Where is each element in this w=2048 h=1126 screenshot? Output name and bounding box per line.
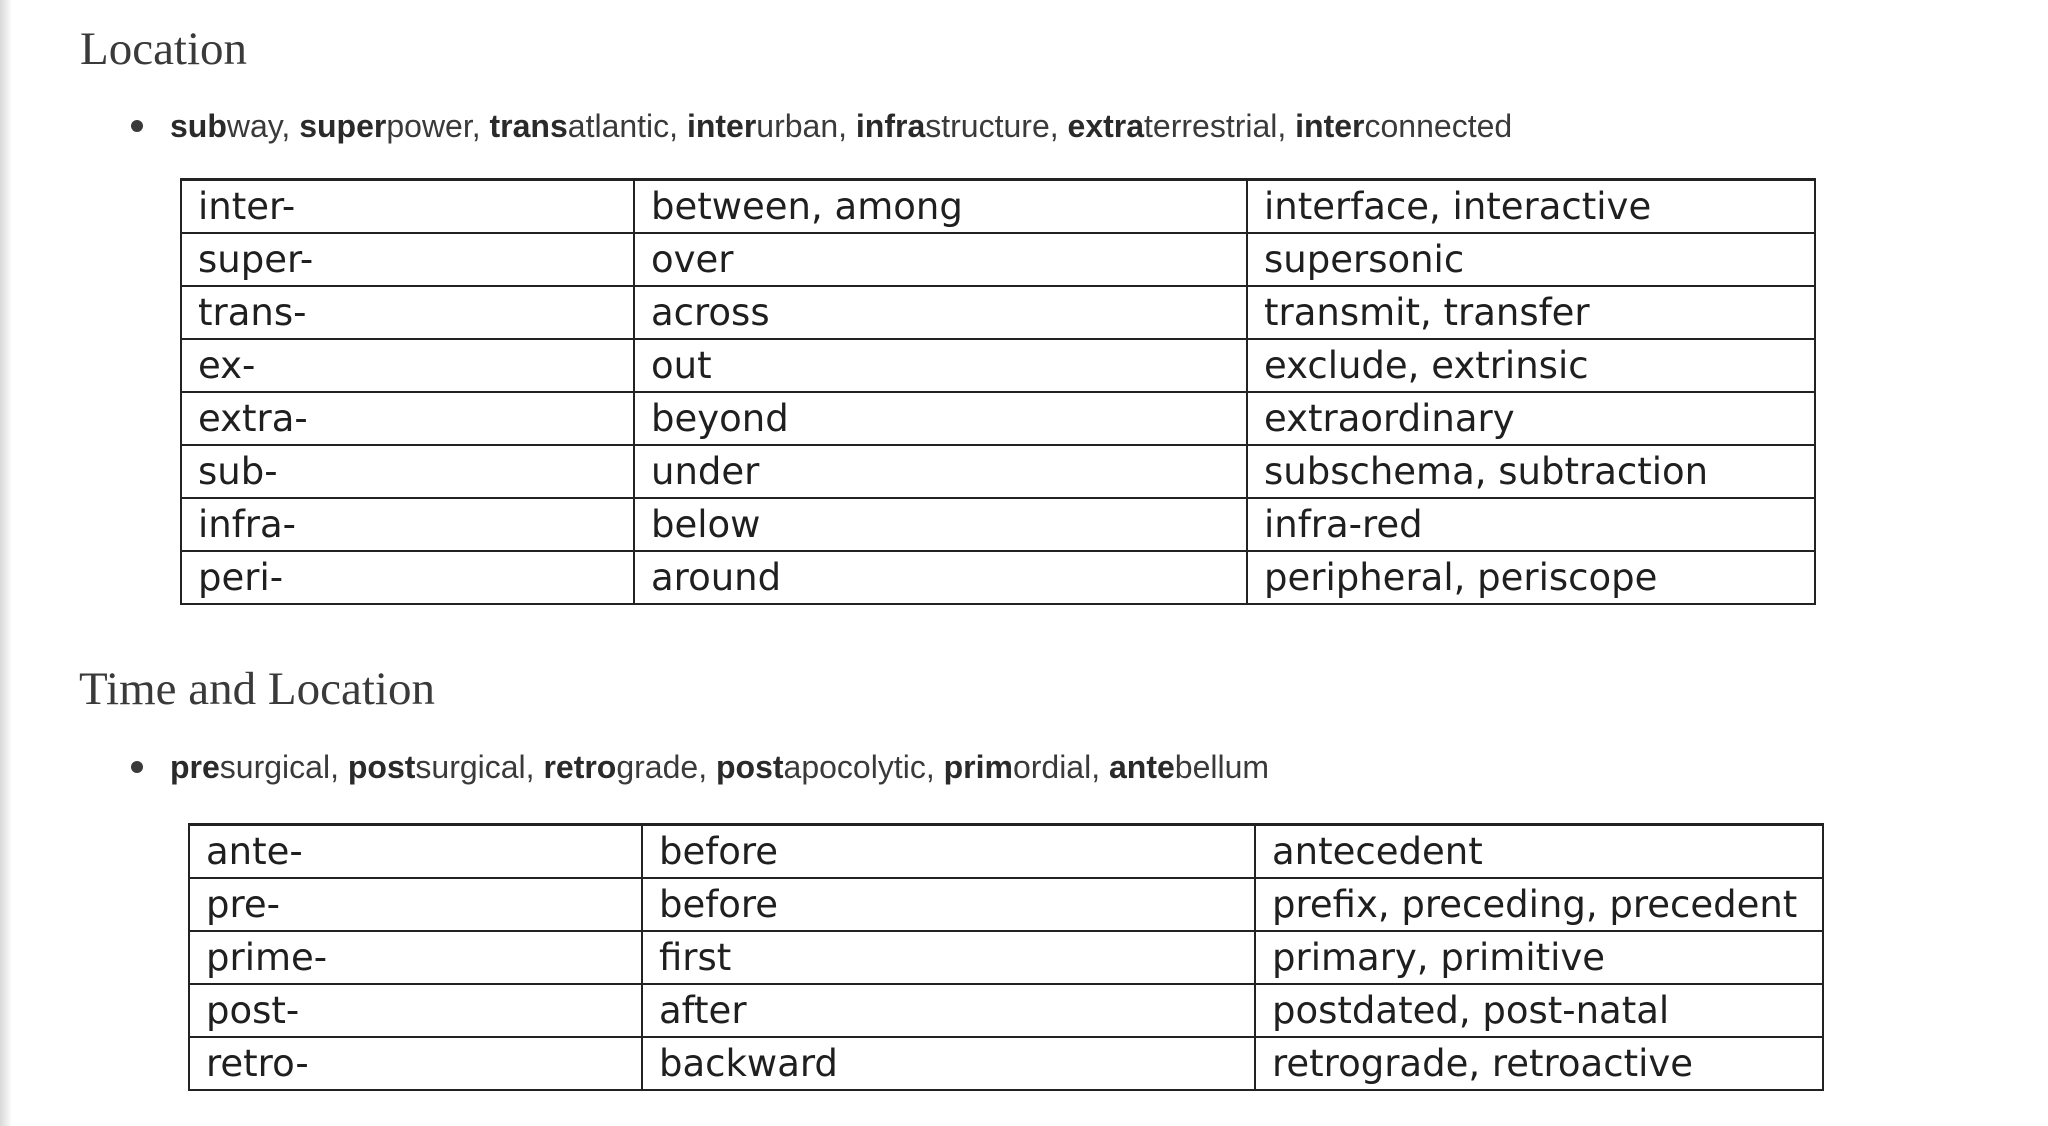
example-word [170,749,330,785]
table-cell-meaning: under [634,445,1247,498]
example-words-location [170,110,1512,142]
table-cell-prefix: inter- [181,180,634,234]
example-words-time-and-location [170,751,1269,783]
table-cell-examples: transmit, transfer [1247,286,1815,339]
table-row [181,180,1815,234]
table-row [181,392,1815,445]
example-word-prefix: retro [543,749,617,785]
table-cell-prefix: sub- [181,445,634,498]
example-word [687,108,838,144]
table-cell-meaning: before [642,878,1255,931]
table-cell-meaning: after [642,984,1255,1037]
example-word-prefix: pre [170,749,220,785]
example-word-prefix: extra [1067,108,1145,144]
example-word-rest: way [226,108,282,144]
example-separator: , [1049,108,1068,144]
table-cell-prefix: post- [189,984,642,1037]
example-word [170,108,281,144]
table-row [189,1037,1823,1090]
table-cell-meaning: between, among [634,180,1247,234]
table-cell-examples: extraordinary [1247,392,1815,445]
example-word-rest: surgical [415,749,526,785]
example-separator: , [925,749,944,785]
table-cell-meaning: out [634,339,1247,392]
example-word [1109,749,1269,785]
example-word-prefix: ante [1108,749,1175,785]
example-word [348,749,526,785]
example-separator: , [669,108,687,144]
example-separator: , [1091,749,1109,785]
table-cell-meaning: around [634,551,1247,604]
example-separator: , [698,749,716,785]
bullet-dot-location [131,120,143,132]
table-cell-prefix: ante- [189,825,642,879]
example-word-rest: apocolytic [783,749,926,785]
table-row [189,825,1823,879]
example-word [856,108,1050,144]
example-separator: , [471,108,490,144]
table-row [189,931,1823,984]
example-word-rest: atlantic [567,108,670,144]
table-cell-examples: supersonic [1247,233,1815,286]
table-cell-examples: interface, interactive [1247,180,1815,234]
example-word-prefix: infra [855,108,926,144]
example-word-rest: power [386,108,472,144]
table-cell-examples: antecedent [1255,825,1823,879]
example-word [1295,108,1512,144]
table-row [181,233,1815,286]
table-row [181,339,1815,392]
bullet-dot-time-and-location [131,761,143,773]
example-word-rest: connected [1364,108,1513,144]
table-cell-examples: infra-red [1247,498,1815,551]
example-word-prefix: prim [943,749,1013,785]
example-word-prefix: post [715,749,784,785]
example-word [716,749,926,785]
section-title-time-and-location: Time and Location [79,663,435,715]
section-title-location: Location [80,23,248,75]
example-word [944,749,1092,785]
table-cell-meaning: over [634,233,1247,286]
table-cell-meaning: beyond [634,392,1247,445]
example-word-rest: ordial [1012,749,1092,785]
table-row [181,498,1815,551]
example-separator: , [281,108,300,144]
table-cell-prefix: trans- [181,286,634,339]
table-cell-examples: retrograde, retroactive [1255,1037,1823,1090]
table-cell-meaning: across [634,286,1247,339]
example-word-rest: structure [925,108,1050,144]
table-cell-prefix: extra- [181,392,634,445]
example-separator: , [838,108,856,144]
example-word-prefix: post [347,749,416,785]
example-word-prefix: inter [1295,108,1365,144]
table-cell-meaning: backward [642,1037,1255,1090]
table-cell-examples: postdated, post-natal [1255,984,1823,1037]
example-word-prefix: super [299,108,387,144]
example-word-prefix: sub [170,108,227,144]
prefix-table-location [180,178,1816,605]
example-word-rest: bellum [1174,749,1270,785]
table-cell-prefix: super- [181,233,634,286]
table-row [181,286,1815,339]
table-cell-prefix: peri- [181,551,634,604]
table-cell-meaning: below [634,498,1247,551]
prefix-table-time-and-location [188,823,1824,1091]
table-row [189,878,1823,931]
example-word [543,749,698,785]
table-cell-meaning: before [642,825,1255,879]
table-cell-prefix: pre- [189,878,642,931]
table-cell-examples: primary, primitive [1255,931,1823,984]
example-word [1068,108,1278,144]
table-cell-meaning: first [642,931,1255,984]
table-cell-examples: subschema, subtraction [1247,445,1815,498]
table-cell-examples: exclude, extrinsic [1247,339,1815,392]
example-word-prefix: inter [686,108,757,144]
table-cell-prefix: prime- [189,931,642,984]
table-row [189,984,1823,1037]
table-cell-prefix: retro- [189,1037,642,1090]
example-separator: , [1277,108,1296,144]
table-row [181,445,1815,498]
example-word-rest: terrestrial [1144,108,1278,144]
example-word-prefix: trans [489,108,568,144]
table-row [181,551,1815,604]
example-word [299,108,472,144]
example-separator: , [525,749,544,785]
example-word-rest: urban [756,108,839,144]
example-separator: , [330,749,348,785]
page-left-edge [0,0,12,1126]
example-word [490,108,670,144]
table-cell-examples: peripheral, periscope [1247,551,1815,604]
table-cell-prefix: ex- [181,339,634,392]
example-word-rest: grade [616,749,699,785]
table-cell-prefix: infra- [181,498,634,551]
example-word-rest: surgical [219,749,331,785]
table-cell-examples: prefix, preceding, precedent [1255,878,1823,931]
